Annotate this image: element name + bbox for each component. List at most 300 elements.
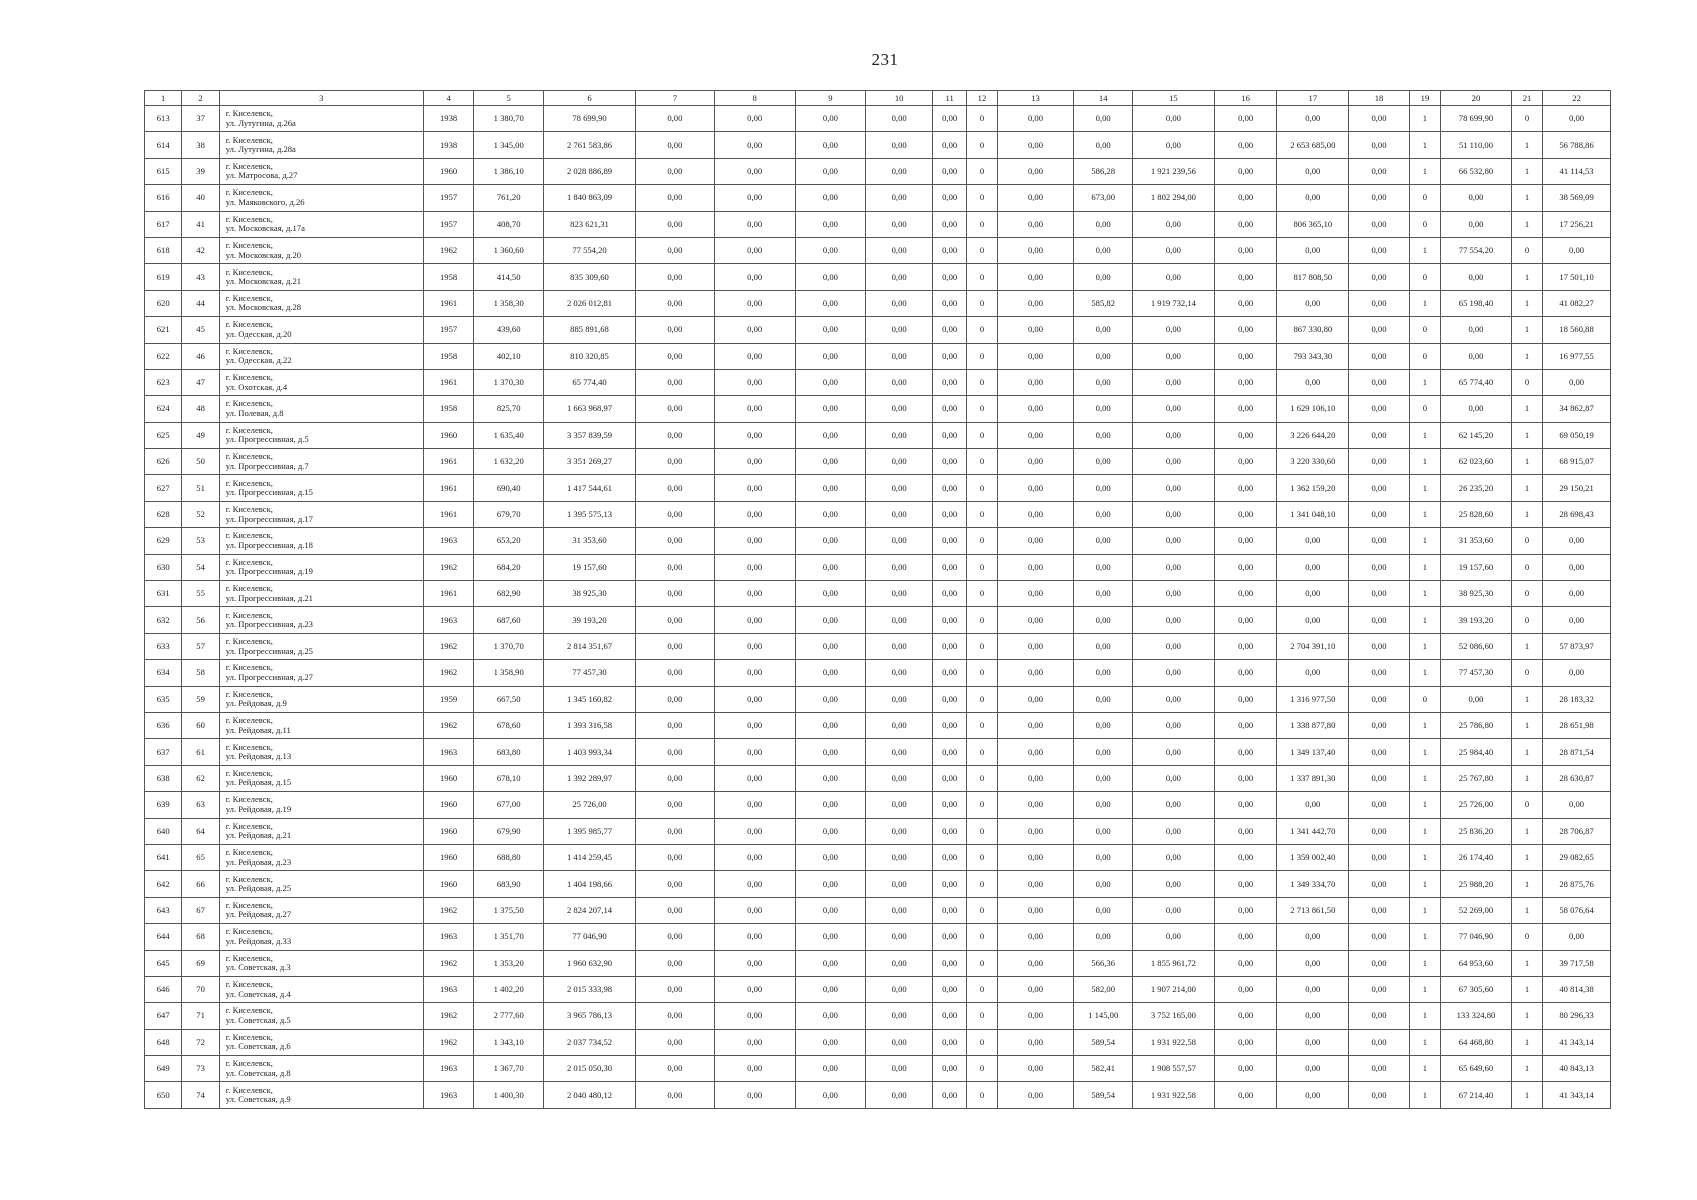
table-cell: 1963 xyxy=(423,607,474,633)
table-cell: 0,00 xyxy=(1349,686,1410,712)
column-header: 12 xyxy=(967,91,997,106)
table-cell: 0,00 xyxy=(1349,1003,1410,1029)
table-cell: 1 xyxy=(1409,1056,1440,1082)
table-cell: 0,00 xyxy=(714,660,795,686)
table-cell: 1 xyxy=(1409,844,1440,870)
table-cell: 77 046,90 xyxy=(544,924,636,950)
table-cell: 0,00 xyxy=(635,765,714,791)
table-cell: 1 921 239,56 xyxy=(1133,158,1215,184)
table-cell: 0,00 xyxy=(795,950,866,976)
table-cell: 0,00 xyxy=(997,158,1074,184)
address-street: ул. Рейдовая, д.25 xyxy=(225,883,292,894)
table-cell: 1 359 002,40 xyxy=(1277,844,1349,870)
table-cell: 647 xyxy=(145,1003,182,1029)
table-cell: 1 358,90 xyxy=(474,660,544,686)
table-cell: 623 xyxy=(145,369,182,395)
address-city: г. Киселевск, xyxy=(225,292,273,303)
table-cell: 1962 xyxy=(423,237,474,263)
table-cell: 1 316 977,50 xyxy=(1277,686,1349,712)
table-cell: 0,00 xyxy=(635,844,714,870)
table-cell: 582,41 xyxy=(1074,1056,1133,1082)
table-cell: 1961 xyxy=(423,369,474,395)
table-cell: 0,00 xyxy=(1441,264,1512,290)
table-cell: 0,00 xyxy=(1214,290,1277,316)
address-cell xyxy=(219,449,423,475)
table-cell: 0,00 xyxy=(997,343,1074,369)
address-cell xyxy=(219,396,423,422)
table-cell: 0,00 xyxy=(1214,528,1277,554)
table-cell: 0,00 xyxy=(1074,818,1133,844)
table-cell: 0,00 xyxy=(714,554,795,580)
table-cell: 0,00 xyxy=(997,290,1074,316)
address-street: ул. Московская, д.21 xyxy=(225,276,302,287)
table-cell: 635 xyxy=(145,686,182,712)
table-cell: 57 xyxy=(182,633,219,659)
table-cell: 0,00 xyxy=(866,1003,933,1029)
table-cell: 1960 xyxy=(423,422,474,448)
table-cell: 0,00 xyxy=(1214,844,1277,870)
table-cell: 1 358,30 xyxy=(474,290,544,316)
table-cell: 0,00 xyxy=(1214,976,1277,1002)
address-street: ул. Московская, д.17а xyxy=(225,223,305,234)
table-cell: 0,00 xyxy=(932,950,966,976)
table-cell: 634 xyxy=(145,660,182,686)
table-cell: 0,00 xyxy=(866,897,933,923)
table-cell: 70 xyxy=(182,976,219,1002)
page-number: 231 xyxy=(871,50,899,69)
column-header: 5 xyxy=(474,91,544,106)
table-cell: 0 xyxy=(967,158,997,184)
table-cell: 0,00 xyxy=(1133,871,1215,897)
table-cell: 0 xyxy=(1409,396,1440,422)
table-cell: 77 457,30 xyxy=(1441,660,1512,686)
table-row xyxy=(145,185,1611,211)
table-cell: 0 xyxy=(967,633,997,659)
table-cell: 1962 xyxy=(423,1029,474,1055)
table-row xyxy=(145,950,1611,976)
table-cell: 71 xyxy=(182,1003,219,1029)
table-cell: 1 907 214,00 xyxy=(1133,976,1215,1002)
table-cell: 0,00 xyxy=(866,686,933,712)
table-cell: 679,90 xyxy=(474,818,544,844)
table-cell: 414,50 xyxy=(474,264,544,290)
table-cell: 0,00 xyxy=(1214,343,1277,369)
table-cell: 0,00 xyxy=(866,818,933,844)
table-cell: 1961 xyxy=(423,501,474,527)
table-cell: 613 xyxy=(145,106,182,132)
table-cell: 1 xyxy=(1409,950,1440,976)
table-cell: 1 663 968,97 xyxy=(544,396,636,422)
table-cell: 0 xyxy=(967,1003,997,1029)
address-city: г. Киселевск, xyxy=(225,556,273,567)
table-cell: 806 365,10 xyxy=(1277,211,1349,237)
address-city: г. Киселевск, xyxy=(225,1031,273,1042)
table-cell: 632 xyxy=(145,607,182,633)
table-cell: 0,00 xyxy=(795,897,866,923)
table-cell: 0,00 xyxy=(1133,106,1215,132)
table-cell: 0,00 xyxy=(932,976,966,1002)
table-cell: 0,00 xyxy=(1277,528,1349,554)
table-cell: 41 082,27 xyxy=(1543,290,1611,316)
table-cell: 1 xyxy=(1409,290,1440,316)
table-cell: 867 330,80 xyxy=(1277,317,1349,343)
address-city: г. Киселевск, xyxy=(225,636,273,646)
table-cell: 673,00 xyxy=(1074,185,1133,211)
table-cell: 0,00 xyxy=(866,264,933,290)
address-street: ул. Рейдовая, д.9 xyxy=(225,698,287,709)
table-cell: 1 xyxy=(1511,1082,1542,1108)
table-cell: 626 xyxy=(145,449,182,475)
table-cell: 649 xyxy=(145,1056,182,1082)
address-city: г. Киселевск, xyxy=(225,926,273,937)
table-cell: 0,00 xyxy=(1074,844,1133,870)
table-cell: 0,00 xyxy=(1214,950,1277,976)
table-cell: 0,00 xyxy=(714,449,795,475)
table-cell: 0,00 xyxy=(997,1082,1074,1108)
table-cell: 645 xyxy=(145,950,182,976)
table-cell: 0,00 xyxy=(1214,185,1277,211)
table-cell: 0,00 xyxy=(932,1056,966,1082)
table-cell: 0 xyxy=(967,871,997,897)
table-cell: 25 984,40 xyxy=(1441,739,1512,765)
address-street: ул. Рейдовая, д.19 xyxy=(225,803,292,814)
address-cell xyxy=(219,290,423,316)
table-cell: 0,00 xyxy=(795,554,866,580)
table-cell: 39 193,20 xyxy=(544,607,636,633)
table-cell: 0,00 xyxy=(714,1056,795,1082)
table-cell: 0,00 xyxy=(866,712,933,738)
table-cell: 0,00 xyxy=(997,396,1074,422)
address-cell xyxy=(219,211,423,237)
table-cell: 823 621,31 xyxy=(544,211,636,237)
address-cell xyxy=(219,317,423,343)
table-cell: 0,00 xyxy=(1214,686,1277,712)
table-cell: 639 xyxy=(145,792,182,818)
table-cell: 1960 xyxy=(423,792,474,818)
table-row xyxy=(145,1056,1611,1082)
table-cell: 0,00 xyxy=(1074,343,1133,369)
table-cell: 402,10 xyxy=(474,343,544,369)
address-city: г. Киселевск, xyxy=(225,767,273,778)
table-cell: 0,00 xyxy=(1349,660,1410,686)
address-street: ул. Советская, д.8 xyxy=(225,1067,291,1078)
table-cell: 0,00 xyxy=(1133,317,1215,343)
table-cell: 1963 xyxy=(423,976,474,1002)
table-row xyxy=(145,237,1611,263)
table-cell: 1960 xyxy=(423,765,474,791)
table-cell: 0,00 xyxy=(866,792,933,818)
table-cell: 0,00 xyxy=(635,501,714,527)
table-cell: 0,00 xyxy=(1349,290,1410,316)
table-cell: 0 xyxy=(967,976,997,1002)
table-cell: 0,00 xyxy=(866,1029,933,1055)
table-cell: 0,00 xyxy=(714,897,795,923)
table-cell: 0,00 xyxy=(932,607,966,633)
table-cell: 0,00 xyxy=(635,449,714,475)
table-cell: 1938 xyxy=(423,106,474,132)
table-row xyxy=(145,1003,1611,1029)
column-header: 16 xyxy=(1214,91,1277,106)
table-cell: 641 xyxy=(145,844,182,870)
table-cell: 0,00 xyxy=(1543,369,1611,395)
table-cell: 1 840 863,09 xyxy=(544,185,636,211)
table-cell: 0 xyxy=(967,290,997,316)
address-street: ул. Рейдовая, д.21 xyxy=(225,830,292,841)
table-cell: 0 xyxy=(967,924,997,950)
table-cell: 0,00 xyxy=(714,739,795,765)
table-cell: 0 xyxy=(967,1056,997,1082)
table-row xyxy=(145,1029,1611,1055)
table-cell: 1 xyxy=(1409,818,1440,844)
table-cell: 0 xyxy=(1511,581,1542,607)
table-cell: 0,00 xyxy=(714,686,795,712)
table-cell: 1958 xyxy=(423,343,474,369)
table-cell: 0,00 xyxy=(1349,369,1410,395)
table-cell: 38 925,30 xyxy=(1441,581,1512,607)
table-cell: 1 402,20 xyxy=(474,976,544,1002)
table-cell: 0,00 xyxy=(997,607,1074,633)
table-cell: 78 699,90 xyxy=(544,106,636,132)
table-cell: 37 xyxy=(182,106,219,132)
table-cell: 622 xyxy=(145,343,182,369)
table-cell: 19 157,60 xyxy=(1441,554,1512,580)
column-header: 7 xyxy=(635,91,714,106)
table-cell: 53 xyxy=(182,528,219,554)
table-cell: 1 xyxy=(1511,686,1542,712)
table-cell: 0,00 xyxy=(795,369,866,395)
table-cell: 629 xyxy=(145,528,182,554)
column-header: 4 xyxy=(423,91,474,106)
table-row xyxy=(145,924,1611,950)
table-cell: 0 xyxy=(1409,264,1440,290)
table-cell: 1 xyxy=(1511,1029,1542,1055)
table-cell: 0,00 xyxy=(932,897,966,923)
table-cell: 0,00 xyxy=(714,1082,795,1108)
table-cell: 0,00 xyxy=(1074,369,1133,395)
table-cell: 0,00 xyxy=(795,211,866,237)
table-cell: 62 xyxy=(182,765,219,791)
table-cell: 0,00 xyxy=(635,950,714,976)
table-cell: 1 xyxy=(1409,369,1440,395)
table-cell: 0,00 xyxy=(932,712,966,738)
table-cell: 642 xyxy=(145,871,182,897)
table-cell: 1 xyxy=(1409,475,1440,501)
address-street: ул. Матросова, д.27 xyxy=(225,170,298,181)
address-cell xyxy=(219,106,423,132)
column-header: 2 xyxy=(182,91,219,106)
table-cell: 0,00 xyxy=(1349,897,1410,923)
table-row xyxy=(145,449,1611,475)
address-street: ул. Полевая, д.8 xyxy=(225,407,284,418)
table-cell: 1 xyxy=(1409,581,1440,607)
table-cell: 69 050,19 xyxy=(1543,422,1611,448)
table-cell: 0,00 xyxy=(997,660,1074,686)
table-cell: 619 xyxy=(145,264,182,290)
address-street: ул. Маяковского, д.26 xyxy=(225,196,305,207)
table-cell: 0,00 xyxy=(1277,976,1349,1002)
table-cell: 54 xyxy=(182,554,219,580)
table-cell: 1962 xyxy=(423,1003,474,1029)
table-cell: 0,00 xyxy=(795,633,866,659)
table-cell: 61 xyxy=(182,739,219,765)
table-cell: 0,00 xyxy=(1214,633,1277,659)
table-cell: 0,00 xyxy=(932,528,966,554)
table-cell: 0 xyxy=(967,765,997,791)
address-cell xyxy=(219,792,423,818)
table-cell: 0,00 xyxy=(1349,185,1410,211)
address-street: ул. Рейдовая, д.23 xyxy=(225,856,292,867)
table-cell: 1960 xyxy=(423,871,474,897)
table-cell: 1 xyxy=(1409,528,1440,554)
table-cell: 2 814 351,67 xyxy=(544,633,636,659)
table-cell: 0,00 xyxy=(1214,449,1277,475)
table-cell: 0,00 xyxy=(714,422,795,448)
table-cell: 1 360,60 xyxy=(474,237,544,263)
table-cell: 1 xyxy=(1511,950,1542,976)
table-cell: 1 395 985,77 xyxy=(544,818,636,844)
table-cell: 1 xyxy=(1409,554,1440,580)
table-cell: 41 343,14 xyxy=(1543,1029,1611,1055)
address-city: г. Киселевск, xyxy=(225,240,273,251)
table-cell: 0,00 xyxy=(1214,554,1277,580)
table-cell: 28 871,54 xyxy=(1543,739,1611,765)
table-cell: 0,00 xyxy=(795,237,866,263)
table-cell: 0,00 xyxy=(1133,792,1215,818)
table-cell: 0,00 xyxy=(1277,1029,1349,1055)
table-cell: 80 296,33 xyxy=(1543,1003,1611,1029)
table-cell: 1 xyxy=(1511,633,1542,659)
table-cell: 0,00 xyxy=(997,501,1074,527)
table-cell: 0,00 xyxy=(866,528,933,554)
table-cell: 1 370,30 xyxy=(474,369,544,395)
address-street: ул. Лутугина, д.28а xyxy=(225,144,296,155)
table-cell: 1 349 334,70 xyxy=(1277,871,1349,897)
table-cell: 0,00 xyxy=(1349,237,1410,263)
table-cell: 0,00 xyxy=(932,132,966,158)
address-city: г. Киселевск, xyxy=(225,398,273,409)
table-cell: 0,00 xyxy=(932,237,966,263)
table-cell: 0,00 xyxy=(1277,950,1349,976)
table-cell: 0,00 xyxy=(1074,871,1133,897)
table-cell: 0,00 xyxy=(1133,844,1215,870)
table-cell: 0,00 xyxy=(866,871,933,897)
address-cell xyxy=(219,607,423,633)
table-cell: 77 046,90 xyxy=(1441,924,1512,950)
table-cell: 0,00 xyxy=(1349,1029,1410,1055)
table-cell: 2 824 207,14 xyxy=(544,897,636,923)
address-cell xyxy=(219,343,423,369)
table-cell: 0,00 xyxy=(1133,369,1215,395)
table-cell: 0 xyxy=(967,739,997,765)
table-cell: 0,00 xyxy=(795,924,866,950)
column-header: 3 xyxy=(219,91,423,106)
address-city: г. Киселевск, xyxy=(225,847,273,858)
table-cell: 1 xyxy=(1511,449,1542,475)
table-cell: 0 xyxy=(1511,369,1542,395)
table-cell: 0,00 xyxy=(932,818,966,844)
table-cell: 0,00 xyxy=(635,897,714,923)
table-cell: 0,00 xyxy=(714,581,795,607)
table-cell: 0,00 xyxy=(1349,1082,1410,1108)
table-cell: 0,00 xyxy=(795,317,866,343)
table-cell: 0,00 xyxy=(932,422,966,448)
address-city: г. Киселевск, xyxy=(225,372,273,383)
table-cell: 0,00 xyxy=(1277,1003,1349,1029)
table-cell: 0 xyxy=(967,449,997,475)
table-cell: 683,90 xyxy=(474,871,544,897)
table-cell: 0,00 xyxy=(635,290,714,316)
address-city: г. Киселевск, xyxy=(225,820,273,831)
table-cell: 0,00 xyxy=(714,317,795,343)
address-street: ул. Рейдовая, д.33 xyxy=(225,935,292,946)
table-cell: 43 xyxy=(182,264,219,290)
table-cell: 0,00 xyxy=(1349,950,1410,976)
column-header: 10 xyxy=(866,91,933,106)
table-cell: 0,00 xyxy=(932,158,966,184)
table-cell: 0,00 xyxy=(635,554,714,580)
table-cell: 0 xyxy=(1511,106,1542,132)
table-row xyxy=(145,976,1611,1002)
table-cell: 0,00 xyxy=(1349,317,1410,343)
table-cell: 0,00 xyxy=(866,607,933,633)
table-cell: 28 698,43 xyxy=(1543,501,1611,527)
address-city: г. Киселевск, xyxy=(225,583,273,594)
table-cell: 25 726,00 xyxy=(544,792,636,818)
table-cell: 0,00 xyxy=(997,871,1074,897)
table-cell: 0,00 xyxy=(1214,818,1277,844)
table-cell: 618 xyxy=(145,237,182,263)
table-cell: 1 xyxy=(1409,158,1440,184)
address-street: ул. Охотская, д.4 xyxy=(225,381,288,392)
table-row xyxy=(145,897,1611,923)
table-cell: 0,00 xyxy=(866,475,933,501)
table-cell: 62 023,60 xyxy=(1441,449,1512,475)
table-cell: 0,00 xyxy=(1133,581,1215,607)
table-cell: 825,70 xyxy=(474,396,544,422)
table-cell: 44 xyxy=(182,290,219,316)
table-cell: 0,00 xyxy=(1349,211,1410,237)
table-cell: 1960 xyxy=(423,818,474,844)
table-cell: 0,00 xyxy=(866,660,933,686)
table-cell: 0,00 xyxy=(1214,924,1277,950)
table-cell: 0,00 xyxy=(714,369,795,395)
table-cell: 0,00 xyxy=(932,185,966,211)
table-cell: 408,70 xyxy=(474,211,544,237)
table-cell: 0,00 xyxy=(1349,871,1410,897)
table-row xyxy=(145,607,1611,633)
table-cell: 56 788,86 xyxy=(1543,132,1611,158)
table-cell: 0,00 xyxy=(1277,237,1349,263)
table-cell: 3 357 839,59 xyxy=(544,422,636,448)
table-cell: 0,00 xyxy=(997,317,1074,343)
table-row xyxy=(145,422,1611,448)
table-row xyxy=(145,396,1611,422)
table-cell: 0,00 xyxy=(866,211,933,237)
table-cell: 1 414 259,45 xyxy=(544,844,636,870)
table-cell: 1 xyxy=(1511,501,1542,527)
address-city: г. Киселевск, xyxy=(225,424,273,435)
table-cell: 1 145,00 xyxy=(1074,1003,1133,1029)
table-cell: 0,00 xyxy=(795,686,866,712)
address-street: ул. Прогрессивная, д.21 xyxy=(225,592,313,603)
table-cell: 0,00 xyxy=(795,871,866,897)
table-cell: 29 150,21 xyxy=(1543,475,1611,501)
table-cell: 0 xyxy=(967,607,997,633)
table-cell: 1957 xyxy=(423,185,474,211)
table-cell: 0,00 xyxy=(1349,976,1410,1002)
table-cell: 0,00 xyxy=(1277,1082,1349,1108)
column-header: 11 xyxy=(932,91,966,106)
